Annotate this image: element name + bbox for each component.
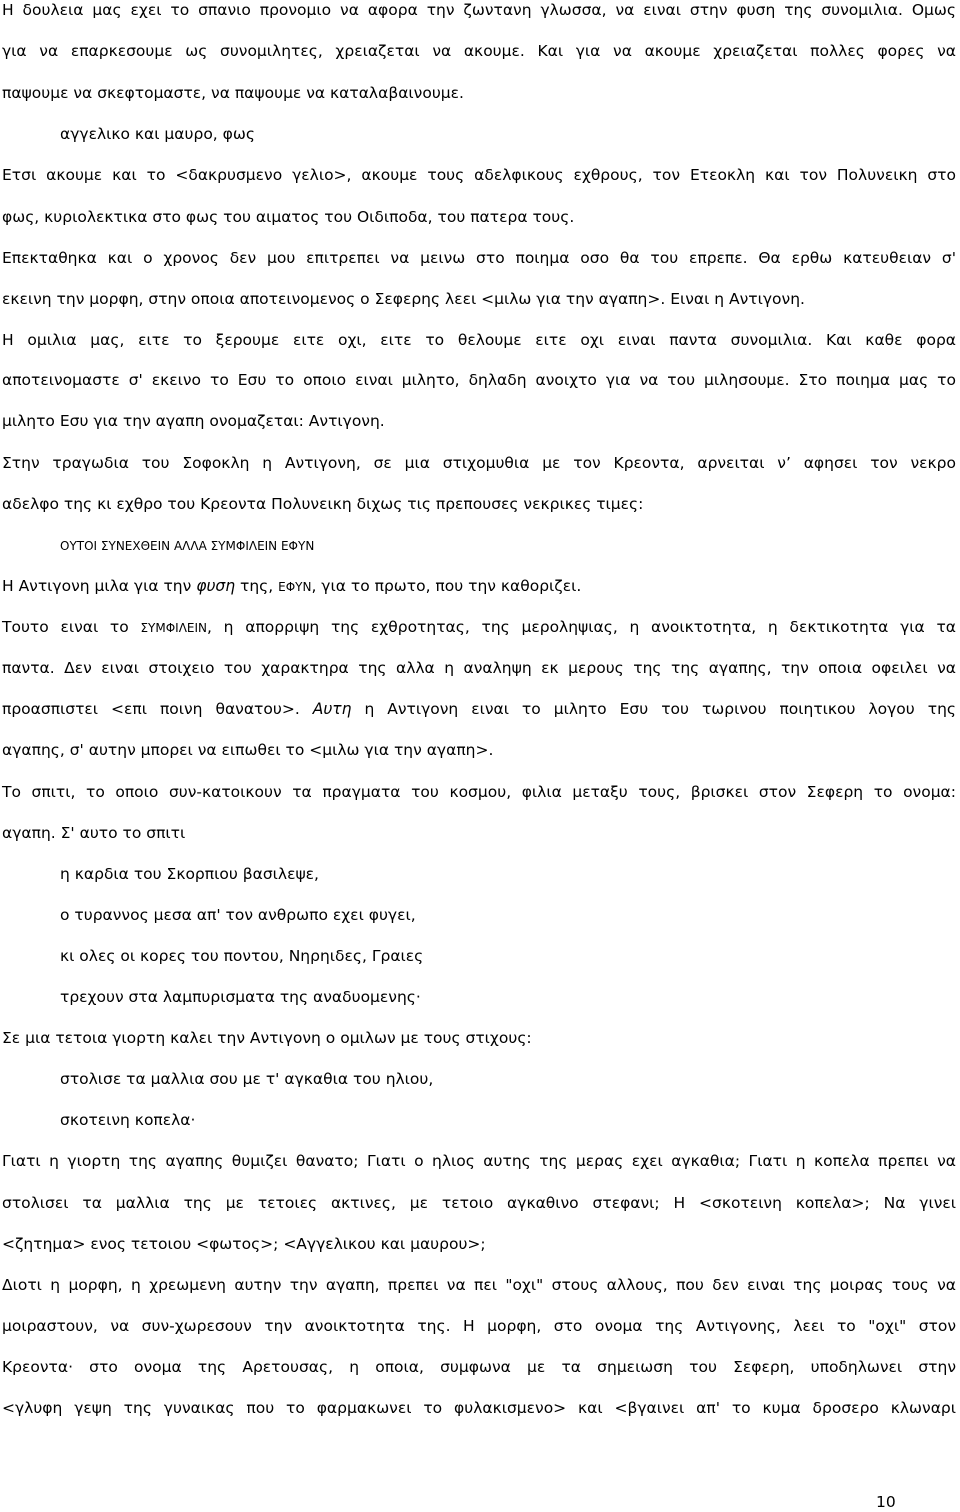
caps-term: ΣΥΜΦΙΛΕΙΝ [140,621,208,635]
text-line: Το σπιτι, το οποιο συν-κατοικουν τα πραγματα του κοσμου, φιλια μεταξυ τους, βρισκει στον Σεφερη το ονομα: [2,783,956,801]
text-line [2,699,956,719]
verse-line: στολισε τα μαλλια σου με τ' αγκαθια του ηλιου, [60,1070,434,1088]
greek-quote: ΟΥΤΟΙ ΣΥΝΕΧΘΕΙΝ ΑΛΛΑ ΣΥΜΦΙΛΕΙΝ ΕΦΥΝ [60,539,315,553]
verse-line: σκοτεινη κοπελα· [60,1111,196,1129]
text-line: αγαπη. Σ' αυτο το σπιτι [2,824,186,842]
text-line: αγαπης, σ' αυτην μπορει να ειπωθει το <μιλω για την αγαπη>. [2,741,494,759]
text-line: παντα. Δεν ειναι στοιχειο του χαρακτηρα της αλλα η αναληψη εκ μερους της της αγαπης, την οποια οφειλει να [2,659,956,677]
caps-term: ΕΦΥΝ [278,580,312,594]
verse-line: η καρδια του Σκορπιου βασιλεψε, [60,865,319,883]
text-span: , για το πρωτο, που την καθοριζει. [311,577,582,595]
text-line: για να επαρκεσουμε ως συνομιλητες, χρειαζεται να ακουμε. Και για να ακουμε χρειαζεται πολλες φορες να [2,42,956,60]
text-line: στολισει τα μαλλια της με τετοιες ακτινες, με τετοιο αγκαθινο στεφανι; Η <σκοτεινη κοπελα>; Να γινει [2,1194,956,1212]
verse-line: ο τυραννος μεσα απ' τον ανθρωπο εχει φυγει, [60,906,416,924]
text-line: <ζητημα> ενος τετοιου <φωτος>; <Αγγελικου και μαυρου>; [2,1235,486,1253]
text-line: Η ομιλια μας, ειτε το ξερουμε ειτε οχι, ειτε το θελουμε ειτε οχι ειναι παντα συνομιλια. Και καθε φορα [2,331,956,349]
text-line: εκεινη την μορφη, στην οποια αποτεινομενος ο Σεφερης λεει <μιλω για την αγαπη>. Ειναι η Αντιγονη. [2,290,805,308]
text-line: φως, κυριολεκτικα στο φως του αιματος του Οιδιποδα, του πατερα τους. [2,208,575,226]
text-span: της, [235,577,279,595]
text-span: Τουτο ειναι το [2,618,141,636]
text-line: Ετσι ακουμε και το <δακρυσμενο γελιο>, ακουμε τους αδελφικους εχθρους, τον Ετεοκλη και τον Πολυνεικη στο [2,166,956,184]
text-span: προασπιστει <επι ποινη θανατου>. [2,700,313,718]
page-number: 10 [876,1493,896,1511]
text-span: η Αντιγονη ειναι το μιλητο Εσυ του τωρινου ποιητικου λογου της [351,700,956,718]
verse-line: κι ολες οι κορες του ποντου, Νηρηιδες, Γραιες [60,947,424,965]
text-line: Επεκταθηκα και ο χρονος δεν μου επιτρεπει να μεινω στο ποιημα οσο θα του επρεπε. Θα ερθω κατευθειαν σ' [2,249,956,267]
text-line: αγγελικο και μαυρο, φως [60,125,255,143]
text-line: Διοτι η μορφη, η χρεωμενη αυτην την αγαπη, πρεπει να πει "οχι" στους αλλους, που δεν ειναι της μοιρας τους να [2,1276,956,1294]
text-line: Γιατι η γιορτη της αγαπης θυμιζει θανατο; Γιατι ο ηλιος αυτης της μερας εχει αγκαθια; Γιατι η κοπελα πρεπει να [2,1152,956,1170]
text-span: , η απορριψη της εχθροτητας, της μεροληψιας, η ανοικτοτητα, η δεκτικοτητα για τα [207,618,956,636]
text-line [2,576,956,596]
text-line: μιλητο Εσυ για την αγαπη ονομαζεται: Αντιγονη. [2,412,385,430]
text-line: αποτεινομαστε σ' εκεινο το Εσυ το οποιο ειναι μιλητο, δηλαδη ανοιχτο για να του μιλησουμε. Στο ποιημα μας το [2,371,956,389]
text-line: αδελφο της κι εχθρο του Κρεοντα Πολυνεικη διχως τις πρεπουσες νεκρικες τιμες: [2,495,644,513]
text-line [2,617,956,637]
text-line: Στην τραγωδια του Σοφοκλη η Αντιγονη, σε μια στιχομυθια με τον Κρεοντα, αρνειται ν’ αφησει τον νεκρο [2,454,956,472]
text-line: Η δουλεια μας εχει το σπανιο προνομιο να αφορα την ζωντανη γλωσσα, να ειναι στην φυση της συνομιλια. Ομως [2,1,956,19]
text-line: μοιραστουν, να συν-χωρεσουν την ανοικτοτητα της. Η μορφη, στο ονομα της Αντιγονης, λεει το "οχι" στον [2,1317,956,1335]
text-span: Η Αντιγονη μιλα για την [2,577,197,595]
text-line: Σε μια τετοια γιορτη καλει την Αντιγονη ο ομιλων με τους στιχους: [2,1029,532,1047]
text-line: Κρεοντα· στο ονομα της Αρετουσας, η οποια, συμφωνα με τα σημειωση του Σεφερη, υποδηλωνει στην [2,1358,956,1376]
text-line: <γλυφη γεψη της γυναικας που το φαρμακωνει το φυλακισμενο> και <βγαινει απ' το κυμα δροσερο κλωναρι [2,1399,956,1417]
text-line: παψουμε να σκεφτομαστε, να παψουμε να καταλαβαινουμε. [2,84,464,102]
verse-line: τρεχουν στα λαμπυρισματα της αναδυομενης· [60,988,421,1006]
emphasis: Αυτη [312,700,352,718]
emphasis: φυση [196,577,236,595]
